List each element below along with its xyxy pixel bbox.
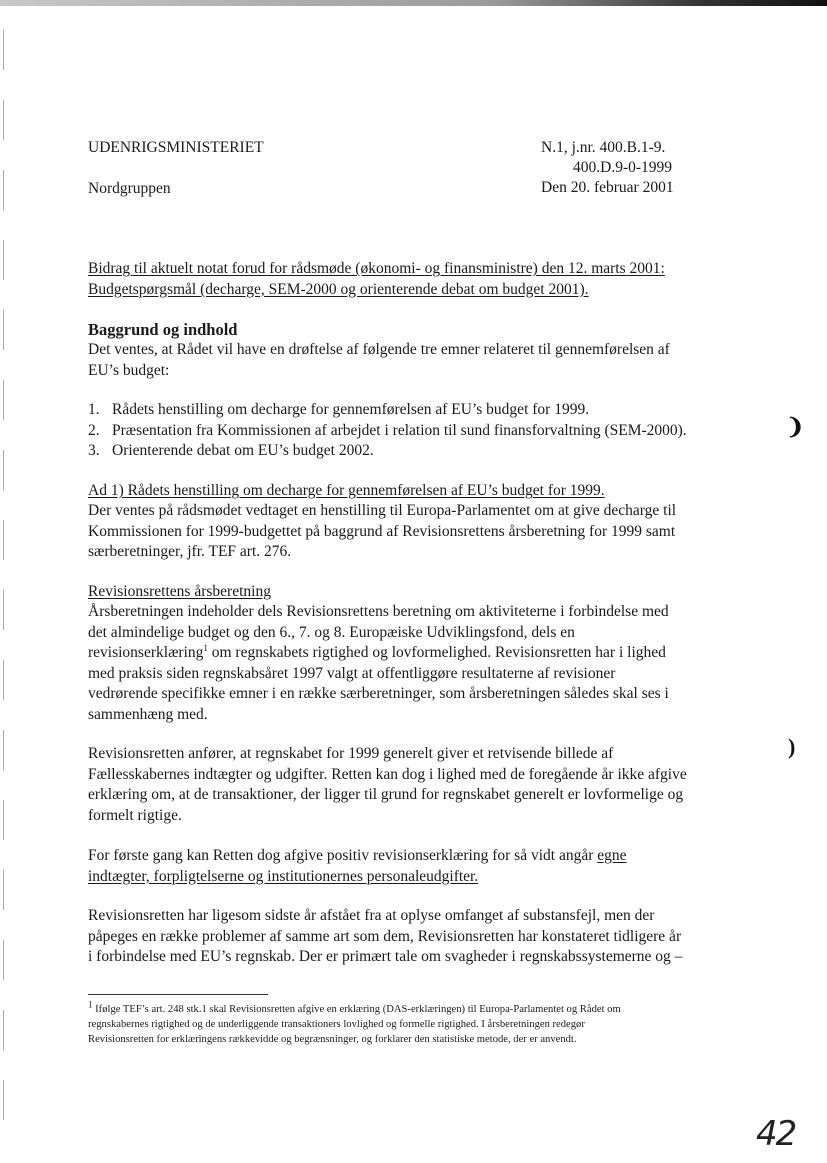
ad1-heading: Ad 1) Rådets henstilling om decharge for gennemførelsen af EU’s budget for 1999. bbox=[88, 482, 605, 499]
paragraph-line: Fællesskabernes indtægter og udgifter. Retten kan dog i lighed med de foregående år ikke afgive bbox=[88, 765, 687, 783]
paragraph-line: Revisionsretten har ligesom sidste år afstået fra at oplyse omfanget af substansfejl, men der bbox=[88, 907, 655, 924]
list-number: 3. bbox=[88, 442, 100, 459]
problems-paragraph bbox=[88, 906, 788, 968]
annual-report-paragraph bbox=[88, 602, 788, 725]
scan-top-edge bbox=[0, 0, 827, 6]
annual-report-heading: Revisionsrettens årsberetning bbox=[88, 583, 271, 600]
paragraph-text: For første gang kan Retten dog afgive positiv revisionserklæring for så vidt angår bbox=[88, 847, 598, 864]
list-text: Rådets henstilling om decharge for gennemførelsen af EU’s budget for 1999. bbox=[112, 401, 590, 418]
footnote bbox=[88, 999, 768, 1047]
handwritten-page-number: 42 bbox=[756, 1114, 796, 1154]
footnote-marker: 1 bbox=[88, 999, 93, 1010]
paragraph-line: Årsberetningen indeholder dels Revisionsrettens beretning om aktiviteterne i forbindelse med bbox=[88, 603, 669, 620]
reference-number: N.1, j.nr. 400.B.1-9. bbox=[541, 139, 666, 156]
footnote-line bbox=[88, 999, 768, 1017]
underlined-text: egne bbox=[597, 847, 627, 864]
footnote-line: regnskabernes rigtighed og de underliggende transaktioners lovlighed og formelle rigtighed. I årsberetningen redegør bbox=[88, 1019, 585, 1030]
paragraph-line: sammenhæng med. bbox=[88, 705, 208, 723]
paragraph-line bbox=[88, 846, 788, 867]
positive-statement-paragraph bbox=[88, 846, 788, 887]
title-line-2: Budgetspørgsmål (decharge, SEM-2000 og orienterende debat om budget 2001). bbox=[88, 280, 589, 298]
paragraph-line: erklæring om, at de transaktioner, der ligger til grund for regnskabet generelt er lovformelige og bbox=[88, 786, 684, 803]
list-number: 2. bbox=[88, 421, 100, 439]
binder-hole-mark-icon: ❩ bbox=[786, 414, 805, 439]
section-heading-background: Baggrund og indhold bbox=[88, 320, 238, 339]
topic-list bbox=[88, 400, 778, 462]
paragraph-text: om regnskabets rigtighed og lovformelighed. Revisionsretten har i lighed bbox=[207, 644, 666, 661]
title-line-1: Bidrag til aktuelt notat forud for rådsmøde (økonomi- og finansministre) den 12. marts 2001: bbox=[88, 260, 665, 277]
list-item bbox=[88, 400, 778, 421]
paragraph-line: med praksis siden regnskabsåret 1997 valgt at offentliggøre resultaterne af revisioner bbox=[88, 664, 616, 682]
list-item bbox=[88, 441, 778, 462]
footnote-divider bbox=[88, 994, 268, 995]
ad1-paragraph bbox=[88, 501, 788, 563]
footnote-reference[interactable]: 1 bbox=[203, 642, 208, 653]
paragraph-line: det almindelige budget og den 6., 7. og 8. Europæiske Udviklingsfond, dels en bbox=[88, 623, 575, 641]
list-text: Præsentation fra Kommissionen af arbejdet i relation til sund finansforvaltning (SEM-2000). bbox=[112, 421, 687, 439]
scan-left-edge bbox=[3, 30, 4, 1130]
findings-paragraph bbox=[88, 744, 788, 826]
underlined-text: indtægter, forpligtelserne og institutionernes personaleudgifter. bbox=[88, 867, 479, 885]
ministry-name: UDENRIGSMINISTERIET bbox=[88, 139, 264, 156]
department-name: Nordgruppen bbox=[88, 180, 171, 197]
intro-line: EU’s budget: bbox=[88, 361, 170, 379]
background-intro bbox=[88, 340, 788, 381]
paragraph-line bbox=[88, 643, 788, 664]
intro-line: Det ventes, at Rådet vil have en drøftelse af følgende tre emner relateret til gennemførelsen af bbox=[88, 341, 670, 358]
paragraph-line: Revisionsretten anfører, at regnskabet for 1999 generelt giver et retvisende billede af bbox=[88, 745, 614, 762]
paragraph-line: formelt rigtige. bbox=[88, 806, 182, 824]
document-title bbox=[88, 259, 788, 300]
paragraph-line: Der ventes på rådsmødet vedtaget en henstilling til Europa-Parlamentet om at give decharge til bbox=[88, 502, 677, 519]
list-item bbox=[88, 421, 778, 442]
list-text: Orienterende debat om EU’s budget 2002. bbox=[112, 442, 374, 459]
list-number: 1. bbox=[88, 401, 100, 418]
footnote-text: Ifølge TEF’s art. 248 stk.1 skal Revisionsretten afgive en erklæring (DAS-erklæringen) til Europa-Parlamentet og Rådet om bbox=[92, 1004, 621, 1015]
paragraph-line: Kommissionen for 1999-budgettet på baggrund af Revisionsrettens årsberetning for 1999 samt bbox=[88, 522, 676, 540]
reference-number-2: 400.D.9-0-1999 bbox=[573, 159, 673, 176]
footnote-anchor-text: revisionserklæring bbox=[88, 644, 204, 661]
paragraph-line: særberetninger, jfr. TEF art. 276. bbox=[88, 543, 292, 560]
paragraph-line: påpeges en række problemer af samme art som dem, Revisionsretten har konstateret tidligere år bbox=[88, 927, 682, 945]
paragraph-line: vedrørende specifikke emner i en række særberetninger, som årsberetningen således skal ses i bbox=[88, 685, 669, 702]
document-date: Den 20. februar 2001 bbox=[541, 179, 674, 196]
footnote-line: Revisionsretten for erklæringens rækkevidde og begrænsninger, og forklarer den statistiske metode, der er anvendt. bbox=[88, 1034, 577, 1045]
paragraph-line: i forbindelse med EU’s regnskab. Der er primært tale om svagheder i regnskabssystemerne og – bbox=[88, 948, 683, 965]
binder-hole-mark-icon: ) bbox=[788, 734, 796, 759]
